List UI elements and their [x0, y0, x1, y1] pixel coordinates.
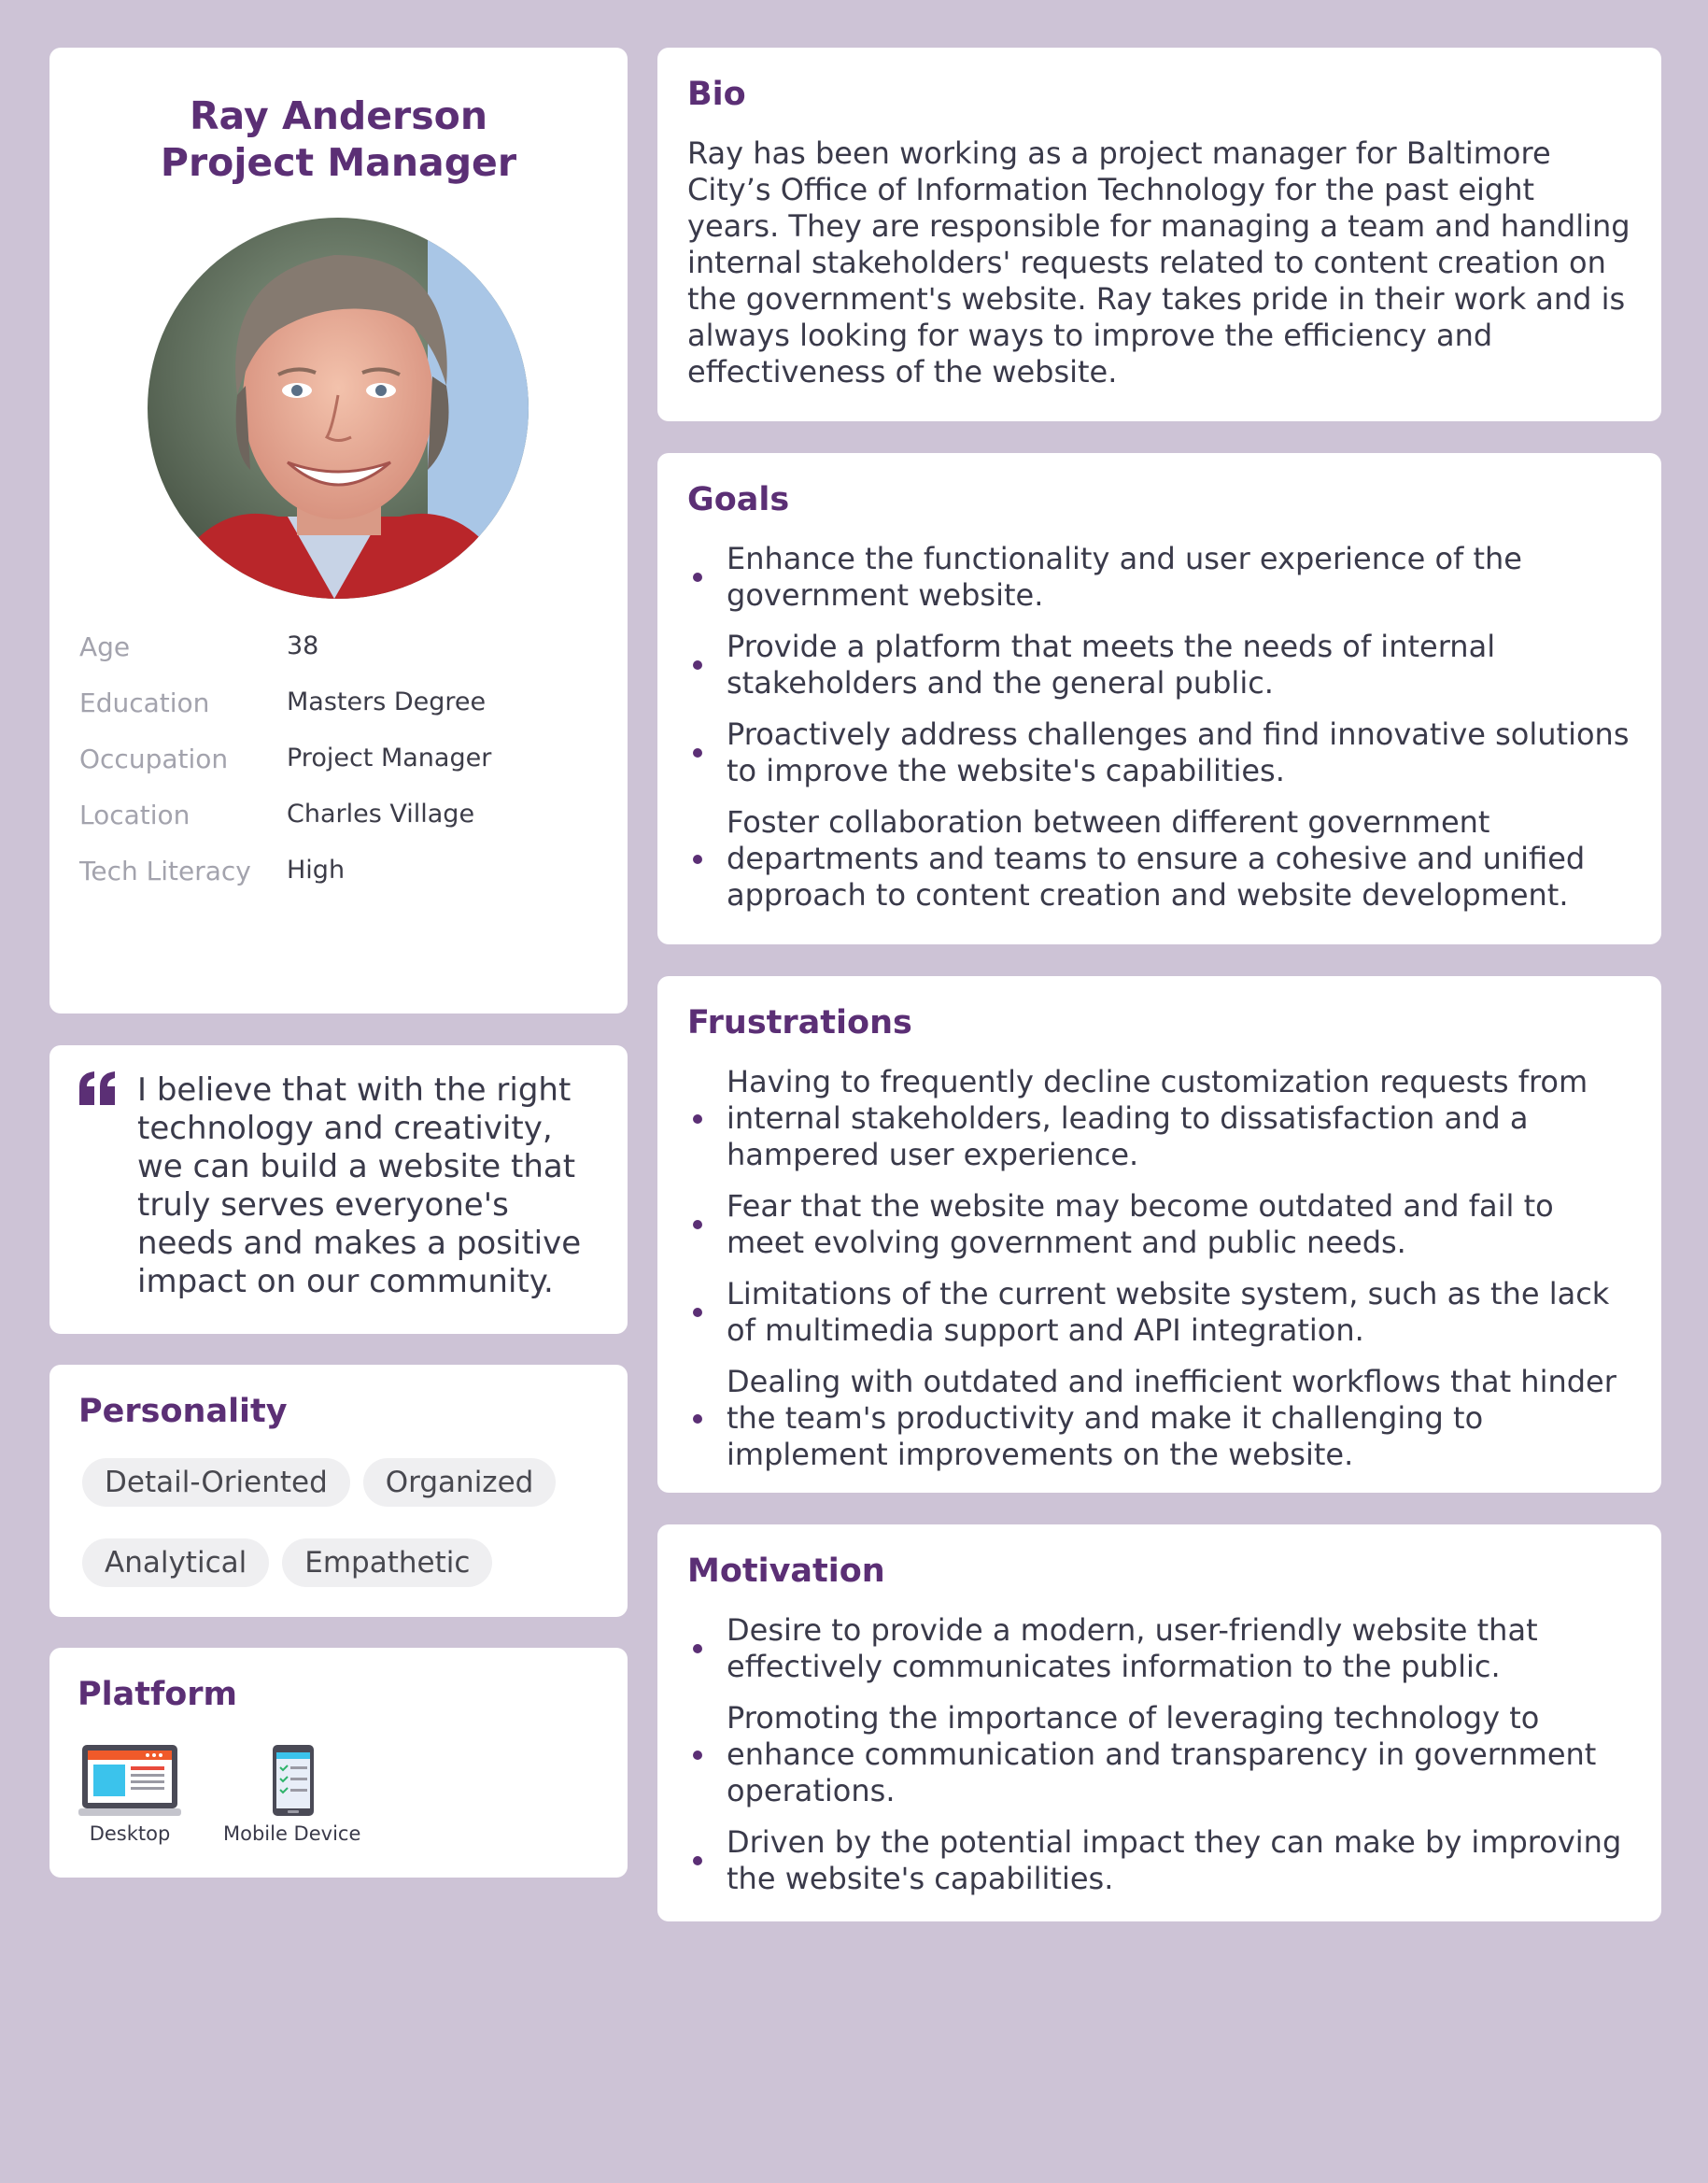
platform-label: Desktop: [89, 1822, 171, 1845]
fact-value: High: [287, 856, 346, 885]
goals-card: [657, 453, 1661, 944]
mobile-device-icon: [241, 1743, 344, 1818]
bullet-icon: [693, 748, 702, 758]
motivation-text: Promoting the importance of leveraging technology to enhance communication and transparency in government operations.: [727, 1700, 1597, 1808]
personality-tags: [82, 1458, 605, 1587]
quote-card: [49, 1045, 628, 1334]
desktop-icon: [78, 1743, 181, 1818]
list-item: [687, 1700, 1630, 1809]
quote-icon: [78, 1071, 117, 1105]
fact-row-tech-literacy: [79, 856, 602, 912]
quote-text: I believe that with the right technology and creativity, we can build a website that truly serves everyone's needs and makes a positive impact on our community.: [137, 1071, 582, 1300]
fact-row-age: [79, 631, 602, 688]
profile-header: [49, 92, 628, 186]
fact-row-education: [79, 688, 602, 744]
bullet-icon: [693, 1856, 702, 1865]
list-item: [687, 541, 1630, 614]
bullet-icon: [693, 573, 702, 582]
platform-item-desktop: [78, 1743, 181, 1845]
personality-heading: Personality: [78, 1393, 288, 1430]
personality-card: [49, 1365, 628, 1617]
motivation-text: Driven by the potential impact they can make by improving the website's capabilities.: [727, 1824, 1622, 1896]
persona-role: Project Manager: [160, 140, 517, 185]
bio-text: Ray has been working as a project manager for Baltimore City’s Office of Information Technology for the past eight years. They are responsible for managing a team and handling internal stakeholders' requests related to content creation on the government's website. Ray takes pride in their work and is always looking for ways to improve the efficiency and effectiveness of the website.: [687, 135, 1630, 390]
motivation-heading: Motivation: [687, 1552, 885, 1590]
frustrations-list: [687, 1064, 1630, 1488]
frustration-text: Limitations of the current website system, such as the lack of multimedia support and API integration.: [727, 1276, 1610, 1348]
fact-row-occupation: [79, 744, 602, 800]
frustration-text: Having to frequently decline customization requests from internal stakeholders, leading to dissatisfaction and a hampered user experience.: [727, 1064, 1588, 1172]
fact-value: Charles Village: [287, 800, 475, 829]
fact-value: Project Manager: [287, 744, 492, 773]
frustration-text: Dealing with outdated and inefficient workflows that hinder the team's productivity and make it challenging to implement improvements on the website.: [727, 1364, 1616, 1472]
platform-item-mobile-device: [223, 1743, 360, 1845]
facts-list: [79, 631, 602, 912]
bullet-icon: [693, 1220, 702, 1229]
list-item: [687, 1612, 1630, 1685]
avatar: [148, 218, 529, 599]
list-item: [687, 629, 1630, 702]
goal-text: Proactively address challenges and find innovative solutions to improve the website's capabilities.: [727, 716, 1630, 788]
frustration-text: Fear that the website may become outdated and fail to meet evolving government and public needs.: [727, 1188, 1554, 1260]
personality-tag: Empathetic: [282, 1538, 492, 1587]
motivation-text: Desire to provide a modern, user-friendly website that effectively communicates information to the public.: [727, 1612, 1538, 1684]
fact-label: Occupation: [79, 744, 229, 774]
bullet-icon: [693, 1751, 702, 1760]
fact-value: 38: [287, 631, 319, 660]
bullet-icon: [693, 1644, 702, 1653]
fact-label: Age: [79, 631, 131, 662]
list-item: [687, 1824, 1630, 1897]
platform-heading: Platform: [78, 1676, 238, 1713]
bullet-icon: [693, 660, 702, 670]
personality-tag: Analytical: [82, 1538, 269, 1587]
bio-card: [657, 48, 1661, 421]
goals-list: [687, 541, 1630, 928]
list-item: [687, 1364, 1630, 1473]
fact-label: Education: [79, 688, 210, 718]
goal-text: Provide a platform that meets the needs of internal stakeholders and the general public.: [727, 629, 1496, 701]
frustrations-heading: Frustrations: [687, 1004, 912, 1042]
fact-label: Location: [79, 800, 191, 830]
goal-text: Foster collaboration between different government departments and teams to ensure a cohesive and unified approach to content creation and website development.: [727, 804, 1586, 913]
list-item: [687, 1188, 1630, 1261]
goals-heading: Goals: [687, 481, 790, 518]
fact-row-location: [79, 800, 602, 856]
personality-tag: Detail-Oriented: [82, 1458, 350, 1507]
frustrations-card: [657, 976, 1661, 1493]
list-item: [687, 804, 1630, 914]
persona-name: Ray Anderson: [189, 93, 488, 138]
motivation-list: [687, 1612, 1630, 1912]
bullet-icon: [693, 1414, 702, 1424]
bullet-icon: [693, 1308, 702, 1317]
fact-label: Tech Literacy: [79, 856, 251, 886]
platform-card: [49, 1648, 628, 1878]
avatar-portrait-icon: [148, 218, 529, 599]
bio-heading: Bio: [687, 76, 746, 113]
motivation-card: [657, 1524, 1661, 1921]
profile-card: [49, 48, 628, 1014]
list-item: [687, 1064, 1630, 1173]
list-item: [687, 716, 1630, 789]
platform-label: Mobile Device: [223, 1822, 361, 1845]
fact-value: Masters Degree: [287, 688, 487, 716]
goal-text: Enhance the functionality and user experience of the government website.: [727, 541, 1522, 613]
bullet-icon: [693, 1114, 702, 1124]
list-item: [687, 1276, 1630, 1349]
bullet-icon: [693, 855, 702, 864]
personality-tag: Organized: [363, 1458, 557, 1507]
